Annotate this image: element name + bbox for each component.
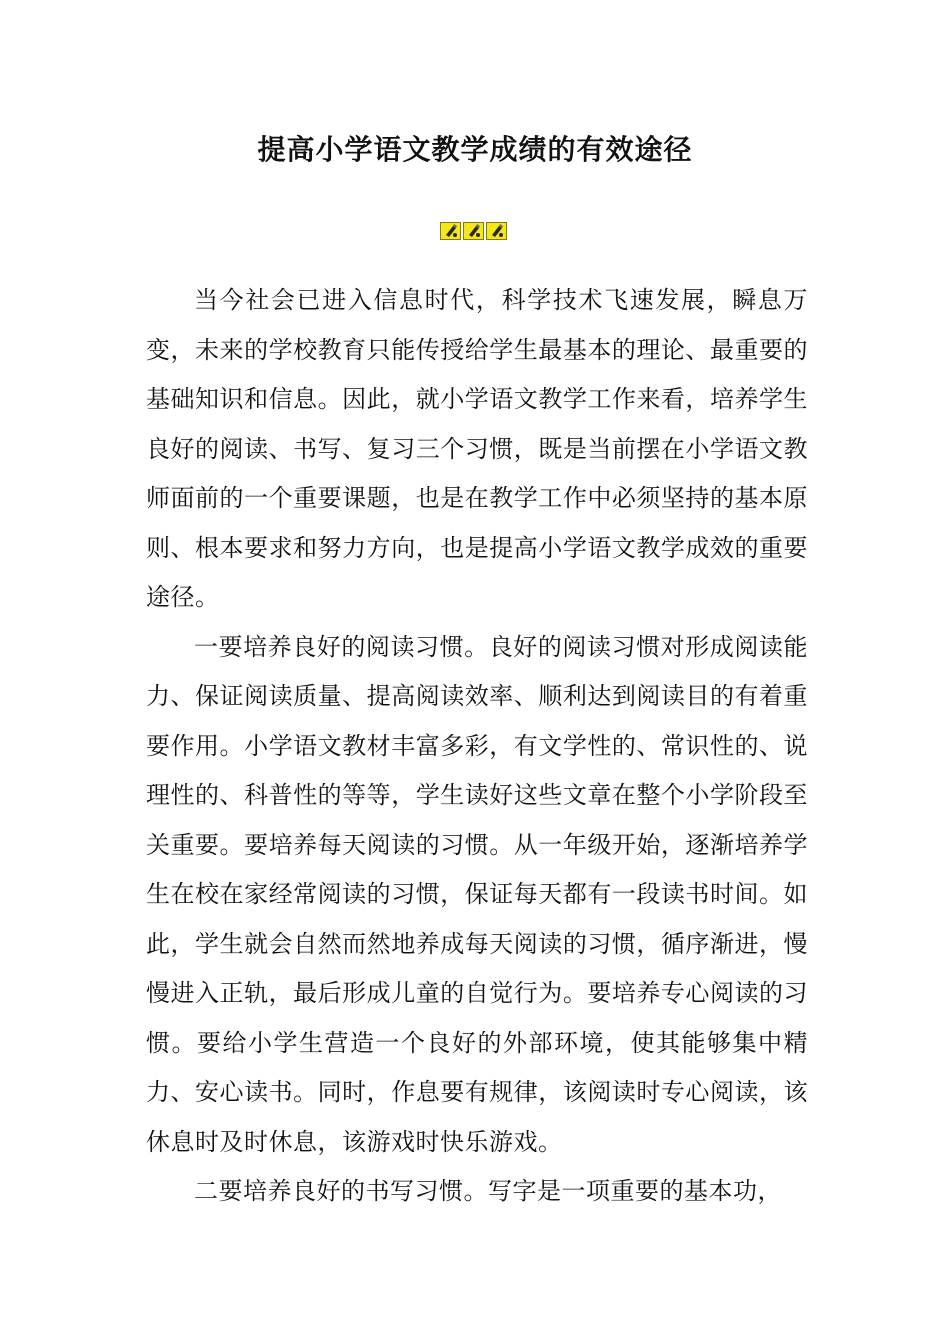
paragraph-intro: 当今社会已进入信息时代，科学技术飞速发展，瞬息万变，未来的学校教育只能传授给学生最基本的理论、最重要的基础知识和信息。因此，就小学语文教学工作来看，培养学生良好的阅读、书写、复习三个习惯，既是当前摆在小学语文教师面前的一个重要课题，也是在教学工作中必须坚持的基本原则、根本要求和努力方向，也是提高小学语文教学成效的重要途径。 xyxy=(146,286,808,611)
missing-glyph-icon xyxy=(486,222,507,240)
paragraph-reading-habit: 一要培养良好的阅读习惯。良好的阅读习惯对形成阅读能力、保证阅读质量、提高阅读效率、顺利达到阅读目的有着重要作用。小学语文教材丰富多彩，有文学性的、常识性的、说理性的、科普性的等等，学生读好这些文章在整个小学阶段至关重要。要培养每天阅读的习惯。从一年级开始，逐渐培养学生在校在家经常阅读的习惯，保证每天都有一段读书时间。如此，学生就会自然而然地养成每天阅读的习惯，循序渐进，慢慢进入正轨，最后形成儿童的自觉行为。要培养专心阅读的习惯。要给小学生营造一个良好的外部环境，使其能够集中精力、安心读书。同时，作息要有规律，该阅读时专心阅读，该休息时及时休息，该游戏时快乐游戏。 xyxy=(146,632,808,1156)
paragraph-writing-habit: 二要培养良好的书写习惯。写字是一项重要的基本功， xyxy=(194,1177,782,1205)
missing-glyph-icon xyxy=(440,222,461,240)
document-title: 提高小学语文教学成绩的有效途径 xyxy=(257,133,693,166)
document-body xyxy=(146,276,808,1217)
missing-glyph-icon xyxy=(463,222,484,240)
author-placeholder xyxy=(440,222,509,242)
